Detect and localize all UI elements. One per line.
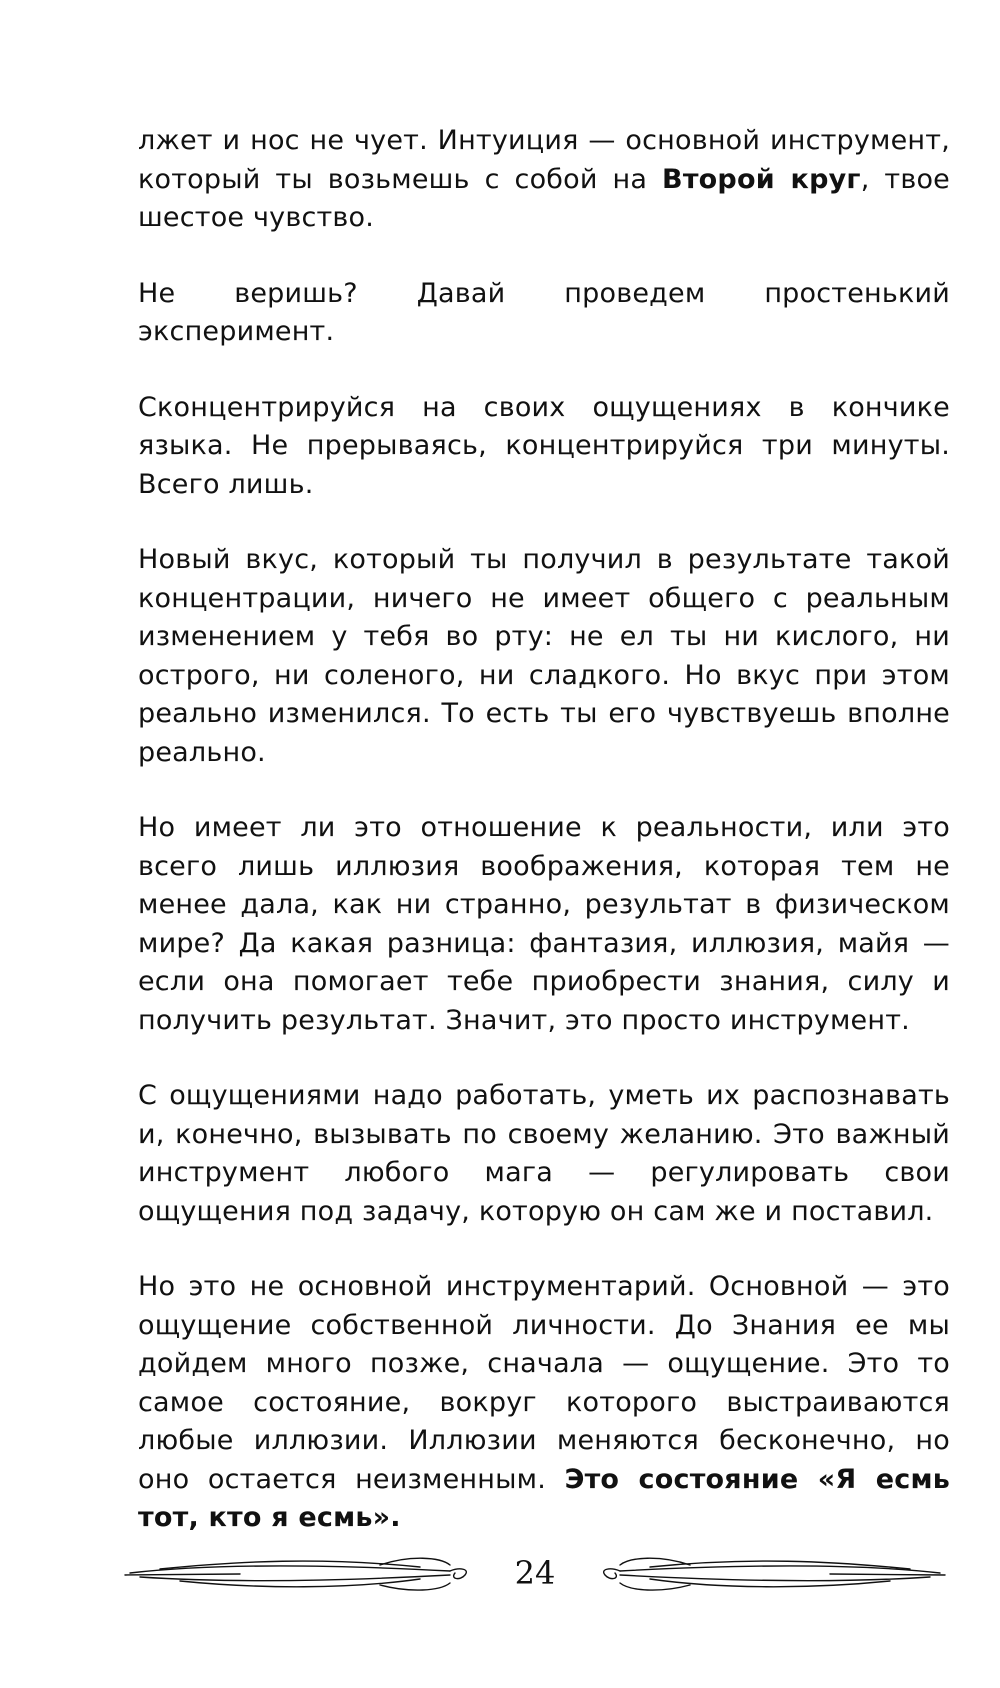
paragraph-2-text: Не веришь? Давай проведем простенький эксперимент. <box>138 277 950 347</box>
paragraph-1 <box>138 122 950 238</box>
paragraph-7-text: Но это не основной инструментарий. Основной — это ощущение собственной личности. До Знания ее мы дойдем много позже, сначала — ощущение. Это то самое состояние, вокруг которого выстраиваются любые иллюзии. Иллюзии меняются бесконечно, но оно остается неизменным. <box>138 1271 950 1495</box>
paragraph-1-bold-term: Второй круг <box>662 163 861 195</box>
body-text <box>138 122 950 1575</box>
paragraph-3 <box>138 389 950 505</box>
paragraph-2 <box>138 275 950 352</box>
paragraph-4-text: Новый вкус, который ты получил в результате такой концентрации, ничего не имеет общего с реальным изменением у тебя во рту: не ел ты ни кислого, ни острого, ни соленого, ни сладкого. Но вкус при этом реально изменился. То есть ты его чувствуешь вполне реально. <box>138 544 950 768</box>
paragraph-6 <box>138 1077 950 1231</box>
paragraph-1-text-b: , твое шестое чувство. <box>138 163 950 233</box>
paragraph-3-text: Сконцентрируйся на своих ощущениях в кончике языка. Не прерываясь, концентрируйся три минуты. Всего лишь. <box>138 391 950 500</box>
page-number: 24 <box>514 1554 556 1592</box>
paragraph-4 <box>138 541 950 772</box>
paragraph-7 <box>138 1268 950 1538</box>
paragraph-6-text: С ощущениями надо работать, уметь их распознавать и, конечно, вызывать по своему желанию. Это важный инструмент любого мага — регулировать свои ощущения под задачу, которую он сам же и поставил. <box>138 1080 950 1227</box>
page-footer <box>120 1545 950 1605</box>
paragraph-7-bold-statement: Это состояние «Я есмь тот, кто я есмь». <box>138 1463 950 1533</box>
paragraph-5 <box>138 809 950 1040</box>
paragraph-5-text: Но имеет ли это отношение к реальности, или это всего лишь иллюзия воображения, которая тем не менее дала, как ни странно, результат в физическом мире? Да какая разница: фантазия, иллюзия, майя — если она помогает тебе приобрести знания, силу и получить результат. Значит, это просто инструмент. <box>138 812 950 1036</box>
paragraph-1-text-a: лжет и нос не чует. Интуиция — основной инструмент, который ты возьмешь с собой на <box>138 125 950 195</box>
